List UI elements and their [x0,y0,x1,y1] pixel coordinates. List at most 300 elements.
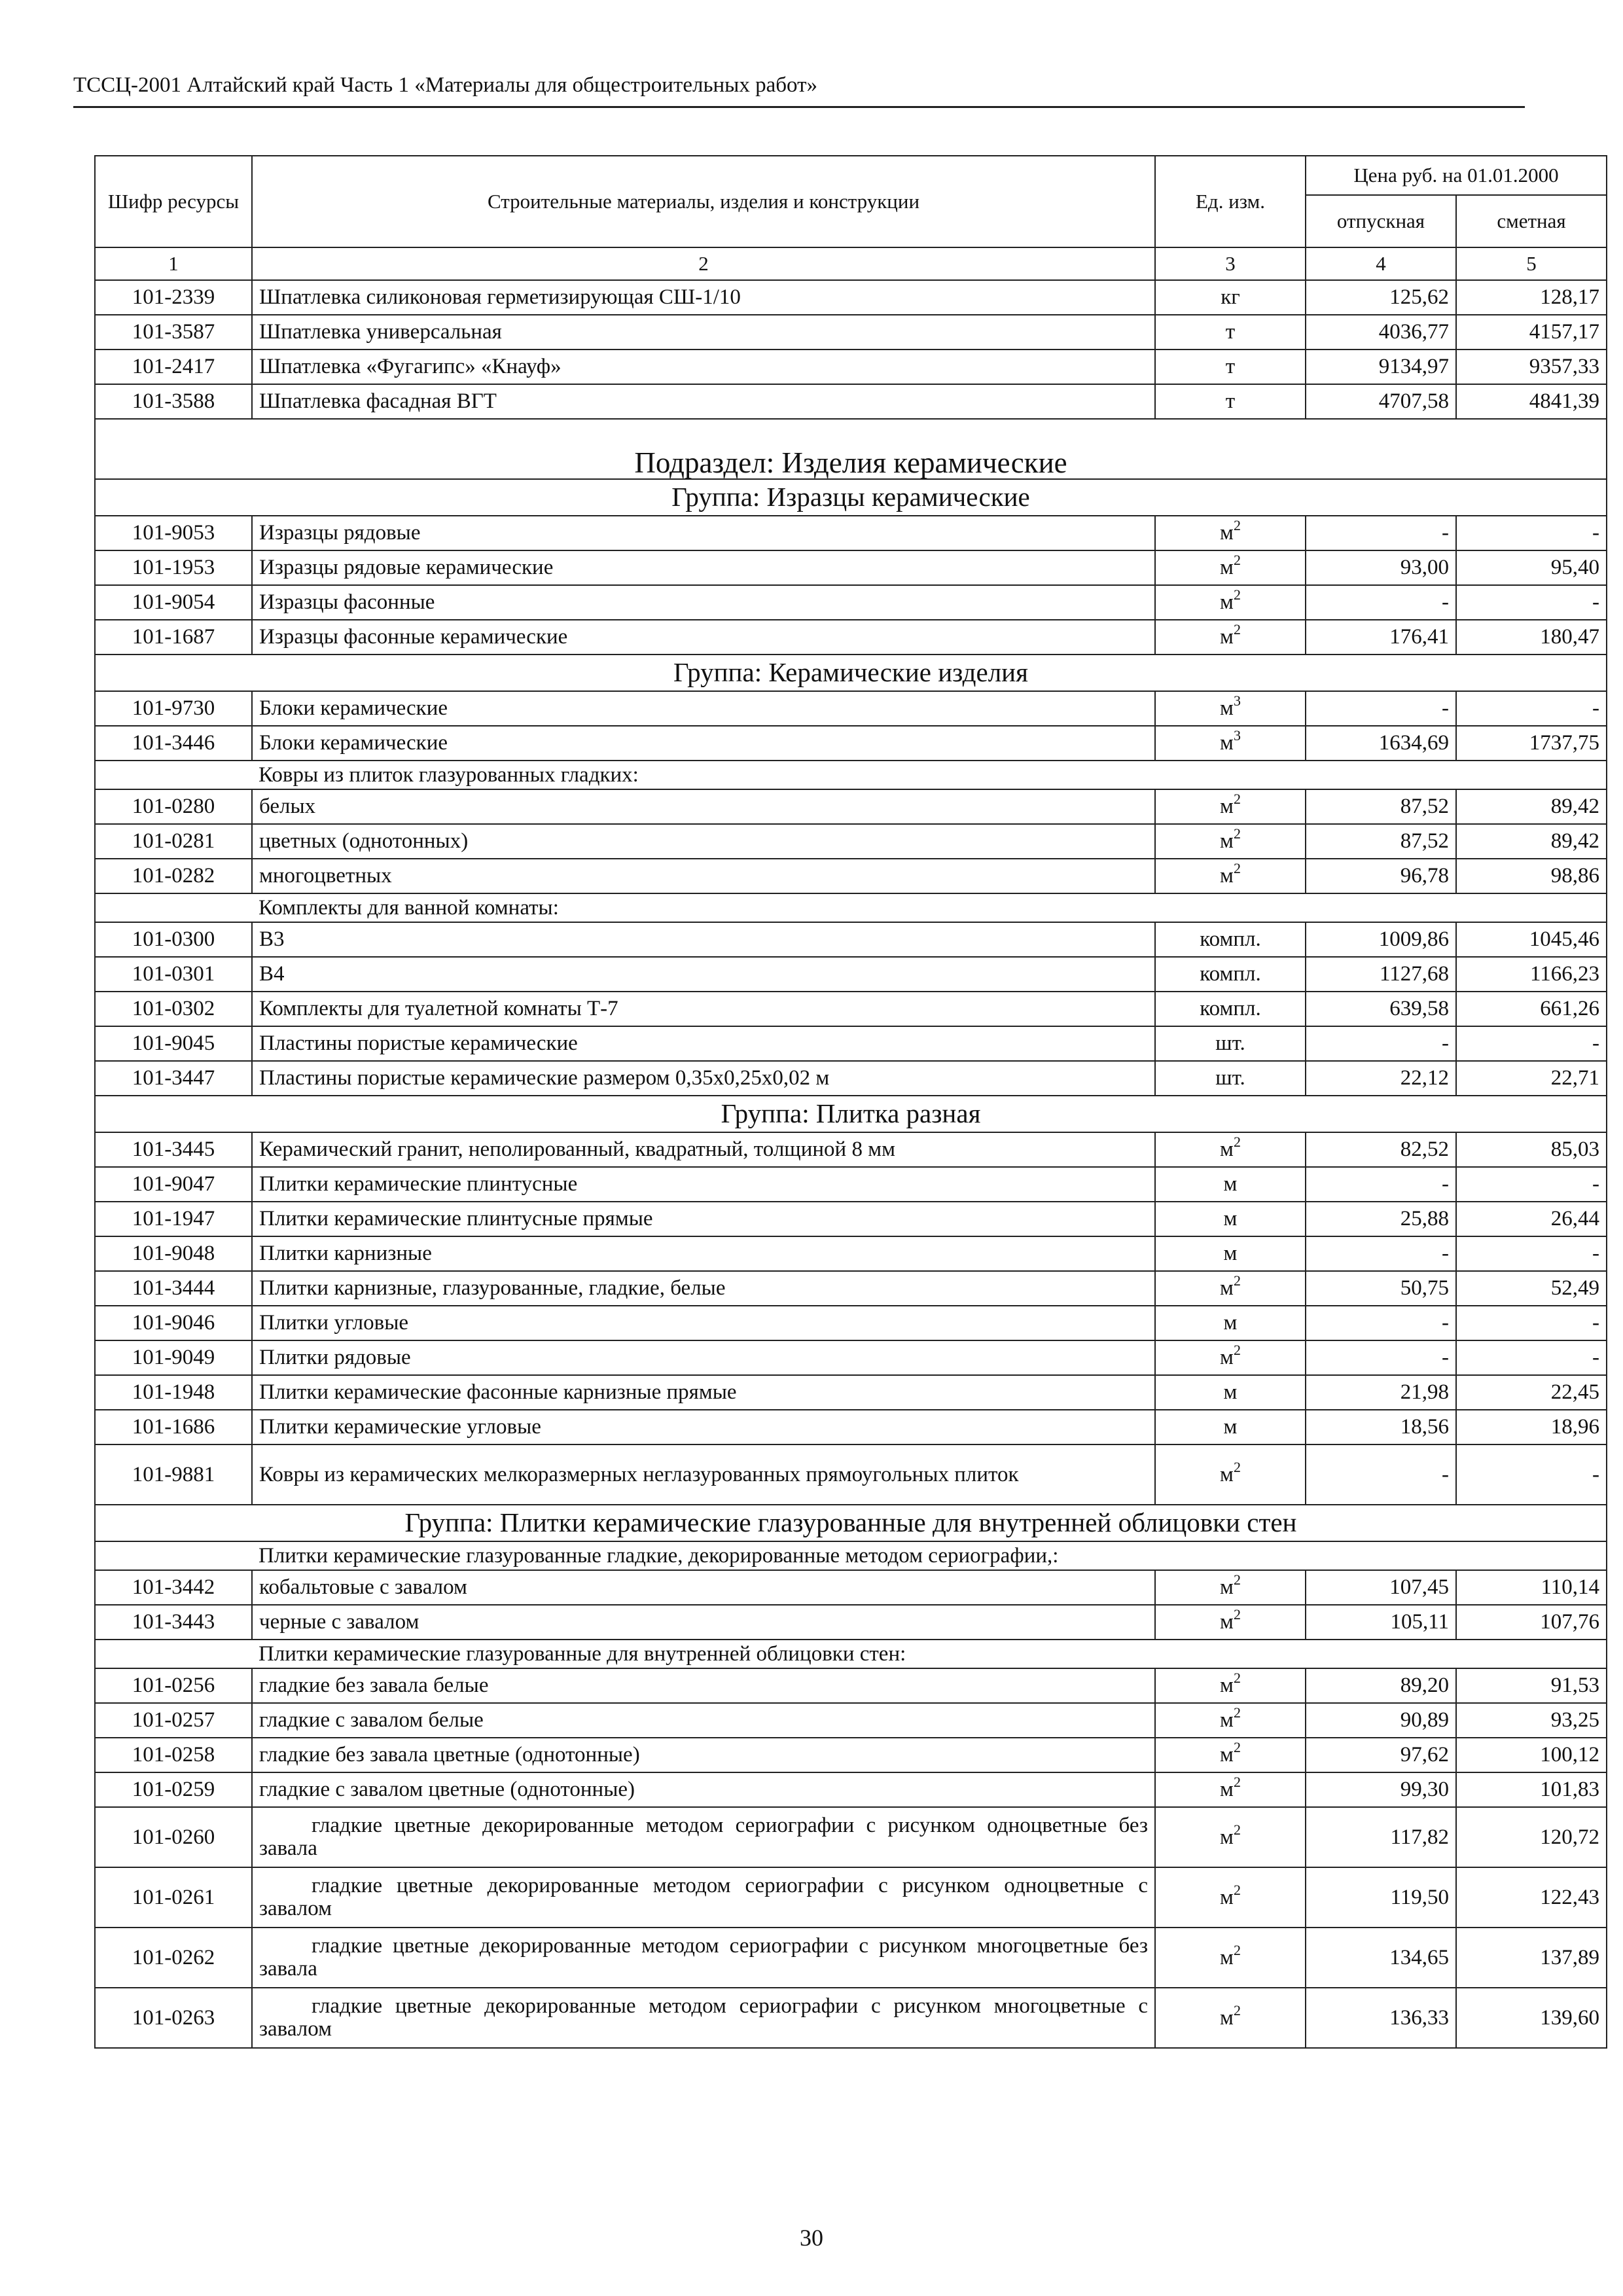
resource-code: 101-0261 [95,1867,252,1928]
subheading-row [95,893,1607,922]
unit-cell [1155,1605,1306,1640]
release-price: 639,58 [1306,992,1456,1026]
unit-cell [1155,1375,1306,1410]
unit-text: м [1220,1610,1234,1634]
running-header: ТССЦ-2001 Алтайский край Часть 1 «Материалы для общестроительных работ» [73,73,818,97]
unit-exponent: 2 [1233,1881,1241,1898]
group-title: Группа: Керамические изделия [95,655,1607,691]
unit-cell [1155,585,1306,620]
estimate-price: 89,42 [1456,789,1607,824]
estimate-price: 22,71 [1456,1061,1607,1096]
release-price: 105,11 [1306,1605,1456,1640]
unit-text: м [1220,1885,1234,1909]
estimate-price: 661,26 [1456,992,1607,1026]
unit-exponent: 2 [1233,1606,1241,1623]
unit-cell [1155,1738,1306,1772]
release-price: 176,41 [1306,620,1456,655]
col-number: 2 [252,247,1155,280]
unit-exponent: 2 [1233,1670,1241,1687]
material-name: гладкие с завалом белые [252,1703,1155,1738]
resource-code: 101-9054 [95,585,252,620]
release-price: 21,98 [1306,1375,1456,1410]
resource-code: 101-0281 [95,824,252,859]
table-row [95,992,1607,1026]
unit-exponent: 2 [1233,1458,1241,1475]
estimate-price: 100,12 [1456,1738,1607,1772]
material-name: Ковры из керамических мелкоразмерных неглазурованных прямоугольных плиток [252,1444,1155,1505]
material-name: гладкие цветные декорированные методом сериографии с рисунком одноцветные с завалом [252,1867,1155,1928]
table-row [95,1167,1607,1202]
table-row [95,789,1607,824]
unit-cell [1155,1928,1306,1988]
release-price: 89,20 [1306,1668,1456,1703]
unit-cell [1155,1444,1306,1505]
release-price: 1634,69 [1306,726,1456,761]
release-price: 93,00 [1306,550,1456,585]
material-name: Шпатлевка фасадная ВГТ [252,384,1155,419]
material-name: Плитки угловые [252,1306,1155,1340]
table-row [95,1772,1607,1807]
material-name: гладкие цветные декорированные методом сериографии с рисунком многоцветные без завала [252,1928,1155,1988]
table-row [95,1410,1607,1444]
estimate-price: - [1456,1026,1607,1061]
material-name: Плитки керамические плинтусные прямые [252,1202,1155,1236]
unit-cell [1155,1132,1306,1167]
table-row [95,1867,1607,1928]
unit-cell [1155,1410,1306,1444]
table-row [95,550,1607,585]
table-row [95,1807,1607,1867]
unit-text: м [1220,1138,1234,1162]
resource-code: 101-0260 [95,1807,252,1867]
col-name-header: Строительные материалы, изделия и конструкции [252,156,1155,247]
material-name: гладкие цветные декорированные методом сериографии с рисунком одноцветные без завала [252,1807,1155,1867]
release-price: 4036,77 [1306,315,1456,350]
release-price: 22,12 [1306,1061,1456,1096]
material-name: Блоки керамические [252,726,1155,761]
unit-cell [1155,824,1306,859]
unit-exponent: 2 [1233,621,1241,638]
material-name: Плитки керамические угловые [252,1410,1155,1444]
group-row [95,655,1607,691]
resource-code: 101-3443 [95,1605,252,1640]
estimate-price: 128,17 [1456,280,1607,315]
estimate-price: 85,03 [1456,1132,1607,1167]
unit-cell [1155,384,1306,419]
table-row [95,691,1607,726]
material-name: Плитки карнизные [252,1236,1155,1271]
release-price: - [1306,1167,1456,1202]
release-price: 25,88 [1306,1202,1456,1236]
unit-cell [1155,1202,1306,1236]
unit-text: м [1220,556,1234,580]
estimate-price: 139,60 [1456,1988,1607,2048]
release-price: 50,75 [1306,1271,1456,1306]
table-body [95,280,1607,2048]
unit-cell [1155,1703,1306,1738]
estimate-price: 1166,23 [1456,957,1607,992]
group-row [95,479,1607,516]
release-price: 1009,86 [1306,922,1456,957]
unit-exponent: 2 [1233,1941,1241,1958]
group-title: Группа: Плитка разная [95,1096,1607,1132]
estimate-price: - [1456,1444,1607,1505]
unit-exponent: 2 [1233,552,1241,569]
unit-exponent: 2 [1233,1342,1241,1359]
table-row [95,824,1607,859]
table-row [95,1375,1607,1410]
table-row [95,1306,1607,1340]
table-row [95,1668,1607,1703]
unit-text: м [1220,1674,1234,1698]
empty-cell [95,893,252,922]
estimate-price: 107,76 [1456,1605,1607,1640]
estimate-price: 180,47 [1456,620,1607,655]
estimate-price: 93,25 [1456,1703,1607,1738]
unit-text: м [1220,864,1234,888]
resource-code: 101-9047 [95,1167,252,1202]
unit-cell [1155,1807,1306,1867]
material-name: Изразцы рядовые керамические [252,550,1155,585]
table-row [95,1271,1607,1306]
estimate-price: - [1456,516,1607,550]
release-price: 99,30 [1306,1772,1456,1807]
resource-code: 101-3447 [95,1061,252,1096]
resource-code: 101-9049 [95,1340,252,1375]
estimate-price: 89,42 [1456,824,1607,859]
resource-code: 101-0263 [95,1988,252,2048]
unit-text: м [1220,1276,1234,1300]
estimate-price: - [1456,585,1607,620]
release-price: - [1306,516,1456,550]
subsection-row [95,419,1607,479]
estimate-price: 91,53 [1456,1668,1607,1703]
unit-cell [1155,859,1306,893]
subsection-title: Подраздел: Изделия керамические [95,419,1607,479]
resource-code: 101-9046 [95,1306,252,1340]
estimate-price: - [1456,1236,1607,1271]
release-price: 117,82 [1306,1807,1456,1867]
material-name: Изразцы фасонные [252,585,1155,620]
resource-code: 101-3588 [95,384,252,419]
material-name: гладкие без завала цветные (однотонные) [252,1738,1155,1772]
unit-text: м [1220,521,1234,545]
material-name: Комплекты для туалетной комнаты Т-7 [252,992,1155,1026]
estimate-price: 52,49 [1456,1271,1607,1306]
unit-cell [1155,350,1306,384]
estimate-price: - [1456,1306,1607,1340]
group-title: Группа: Плитки керамические глазурованные для внутренней облицовки стен [95,1505,1607,1541]
table-row [95,1132,1607,1167]
table-row [95,315,1607,350]
resource-code: 101-9048 [95,1236,252,1271]
unit-text: м [1220,1945,1234,1969]
table-row [95,1738,1607,1772]
unit-cell [1155,957,1306,992]
unit-text: т [1225,320,1236,344]
unit-cell [1155,1236,1306,1271]
table-row [95,1570,1607,1605]
material-name: Изразцы фасонные керамические [252,620,1155,655]
resource-code: 101-1953 [95,550,252,585]
subheading-text: Комплекты для ванной комнаты: [252,893,1607,922]
material-name: Шпатлевка универсальная [252,315,1155,350]
group-row [95,1096,1607,1132]
material-name: Пластины пористые керамические размером 0,35х0,25х0,02 м [252,1061,1155,1096]
unit-text: м [1223,1380,1238,1405]
unit-exponent: 2 [1233,825,1241,842]
material-name: Пластины пористые керамические [252,1026,1155,1061]
estimate-price: 101,83 [1456,1772,1607,1807]
resource-code: 101-9881 [95,1444,252,1505]
resource-code: 101-0257 [95,1703,252,1738]
col-number: 4 [1306,247,1456,280]
estimate-price: 122,43 [1456,1867,1607,1928]
resource-code: 101-9730 [95,691,252,726]
release-price: 97,62 [1306,1738,1456,1772]
resource-code: 101-0262 [95,1928,252,1988]
table-row [95,1703,1607,1738]
unit-cell [1155,1026,1306,1061]
unit-cell [1155,992,1306,1026]
table-row [95,1061,1607,1096]
resource-code: 101-2339 [95,280,252,315]
unit-text: т [1225,355,1236,379]
material-name: гладкие цветные декорированные методом сериографии с рисунком многоцветные с завалом [252,1988,1155,2048]
unit-text: м [1220,1346,1234,1370]
estimate-price: - [1456,691,1607,726]
unit-cell [1155,1867,1306,1928]
unit-cell [1155,1271,1306,1306]
col-unit-header: Ед. изм. [1155,156,1306,247]
subheading-row [95,1640,1607,1668]
unit-cell [1155,1306,1306,1340]
col-number: 3 [1155,247,1306,280]
estimate-price: 98,86 [1456,859,1607,893]
material-name: Изразцы рядовые [252,516,1155,550]
unit-cell [1155,1772,1306,1807]
resource-code: 101-3587 [95,315,252,350]
col-number: 5 [1456,247,1607,280]
estimate-price: 110,14 [1456,1570,1607,1605]
material-name: белых [252,789,1155,824]
unit-text: компл. [1200,962,1261,986]
resource-code: 101-3446 [95,726,252,761]
estimate-price: 120,72 [1456,1807,1607,1867]
unit-exponent: 3 [1233,727,1241,744]
subheading-row [95,761,1607,789]
resource-code: 101-0258 [95,1738,252,1772]
unit-exponent: 2 [1233,860,1241,877]
unit-cell [1155,315,1306,350]
table-row [95,1605,1607,1640]
release-price: 136,33 [1306,1988,1456,2048]
subheading-text: Плитки керамические глазурованные для внутренней облицовки стен: [252,1640,1607,1668]
table-row [95,620,1607,655]
table-row [95,726,1607,761]
resource-code: 101-0301 [95,957,252,992]
material-name: многоцветных [252,859,1155,893]
material-name: Плитки керамические фасонные карнизные прямые [252,1375,1155,1410]
material-name: Керамический гранит, неполированный, квадратный, толщиной 8 мм [252,1132,1155,1167]
release-price: 18,56 [1306,1410,1456,1444]
unit-exponent: 2 [1233,1134,1241,1151]
release-price: - [1306,1026,1456,1061]
estimate-price: 4841,39 [1456,384,1607,419]
resource-code: 101-9045 [95,1026,252,1061]
resource-code: 101-9053 [95,516,252,550]
unit-exponent: 2 [1233,1821,1241,1838]
unit-text: м [1220,829,1234,853]
unit-cell [1155,789,1306,824]
material-name: В3 [252,922,1155,957]
unit-text: м [1220,1462,1234,1486]
estimate-price: - [1456,1340,1607,1375]
unit-text: м [1223,1242,1238,1266]
price-table [94,155,1607,2049]
estimate-price: - [1456,1167,1607,1202]
subheading-text: Плитки керамические глазурованные гладкие, декорированные методом сериографии,: [252,1541,1607,1570]
header-rule [73,106,1525,108]
unit-exponent: 2 [1233,791,1241,808]
col-release-header: отпускная [1306,195,1456,247]
material-name: Шпатлевка силиконовая герметизирующая СШ-1/10 [252,280,1155,315]
release-price: 82,52 [1306,1132,1456,1167]
release-price: - [1306,585,1456,620]
unit-text: м [1220,795,1234,819]
release-price: - [1306,1236,1456,1271]
unit-text: шт. [1215,1066,1245,1090]
table-head [95,156,1607,280]
unit-cell [1155,1061,1306,1096]
release-price: 119,50 [1306,1867,1456,1928]
unit-text: м [1220,590,1234,615]
empty-cell [95,761,252,789]
unit-text: м [1220,1743,1234,1767]
estimate-price: 1045,46 [1456,922,1607,957]
table-row [95,280,1607,315]
table-row [95,957,1607,992]
unit-cell [1155,516,1306,550]
release-price: 125,62 [1306,280,1456,315]
resource-code: 101-0256 [95,1668,252,1703]
estimate-price: 137,89 [1456,1928,1607,1988]
unit-text: м [1220,1575,1234,1600]
group-title: Группа: Изразцы керамические [95,479,1607,516]
release-price: 1127,68 [1306,957,1456,992]
unit-text: м [1220,625,1234,649]
estimate-price: 95,40 [1456,550,1607,585]
col-estimate-header: сметная [1456,195,1607,247]
col-price-header: Цена руб. на 01.01.2000 [1306,156,1607,195]
estimate-price: 4157,17 [1456,315,1607,350]
unit-exponent: 2 [1233,1704,1241,1721]
unit-cell [1155,620,1306,655]
unit-exponent: 3 [1233,692,1241,709]
unit-exponent: 2 [1233,1571,1241,1588]
unit-text: м [1220,1778,1234,1802]
material-name: Плитки керамические плинтусные [252,1167,1155,1202]
col-number: 1 [95,247,252,280]
unit-exponent: 2 [1233,1739,1241,1756]
release-price: 9134,97 [1306,350,1456,384]
release-price: 4707,58 [1306,384,1456,419]
resource-code: 101-1686 [95,1410,252,1444]
unit-text: м [1223,1311,1238,1335]
unit-exponent: 2 [1233,517,1241,534]
table-row [95,384,1607,419]
estimate-price: 26,44 [1456,1202,1607,1236]
resource-code: 101-3444 [95,1271,252,1306]
unit-text: м [1220,1825,1234,1849]
material-name: гладкие без завала белые [252,1668,1155,1703]
material-name: гладкие с завалом цветные (однотонные) [252,1772,1155,1807]
resource-code: 101-1687 [95,620,252,655]
release-price: 90,89 [1306,1703,1456,1738]
release-price: - [1306,1306,1456,1340]
release-price: 134,65 [1306,1928,1456,1988]
table-row [95,1444,1607,1505]
release-price: - [1306,691,1456,726]
unit-text: компл. [1200,997,1261,1021]
unit-cell [1155,922,1306,957]
release-price: 87,52 [1306,824,1456,859]
material-name: Шпатлевка «Фугагипс» «Кнауф» [252,350,1155,384]
release-price: - [1306,1340,1456,1375]
unit-text: м [1223,1415,1238,1439]
unit-text: м [1223,1172,1238,1196]
table-row [95,859,1607,893]
table-row [95,350,1607,384]
subheading-text: Ковры из плиток глазурованных гладких: [252,761,1607,789]
estimate-price: 22,45 [1456,1375,1607,1410]
unit-cell [1155,1167,1306,1202]
resource-code: 101-0259 [95,1772,252,1807]
resource-code: 101-1948 [95,1375,252,1410]
unit-cell [1155,691,1306,726]
unit-cell [1155,1668,1306,1703]
material-name: Плитки карнизные, глазурованные, гладкие, белые [252,1271,1155,1306]
table-row [95,922,1607,957]
release-price: 107,45 [1306,1570,1456,1605]
unit-text: м [1223,1207,1238,1231]
material-name: В4 [252,957,1155,992]
unit-cell [1155,1570,1306,1605]
table-row [95,1236,1607,1271]
estimate-price: 9357,33 [1456,350,1607,384]
unit-text: м [1220,731,1234,755]
unit-text: м [1220,696,1234,721]
resource-code: 101-0280 [95,789,252,824]
table-row [95,585,1607,620]
estimate-price: 1737,75 [1456,726,1607,761]
unit-cell [1155,550,1306,585]
unit-text: м [1220,2005,1234,2030]
material-name: черные с завалом [252,1605,1155,1640]
material-name: цветных (однотонных) [252,824,1155,859]
unit-cell [1155,1988,1306,2048]
resource-code: 101-0302 [95,992,252,1026]
material-name: кобальтовые с завалом [252,1570,1155,1605]
table-row [95,1340,1607,1375]
group-row [95,1505,1607,1541]
unit-exponent: 2 [1233,2001,1241,2018]
release-price: 87,52 [1306,789,1456,824]
material-name: Плитки рядовые [252,1340,1155,1375]
table-row [95,1928,1607,1988]
unit-text: кг [1221,285,1240,310]
table-row [95,1026,1607,1061]
